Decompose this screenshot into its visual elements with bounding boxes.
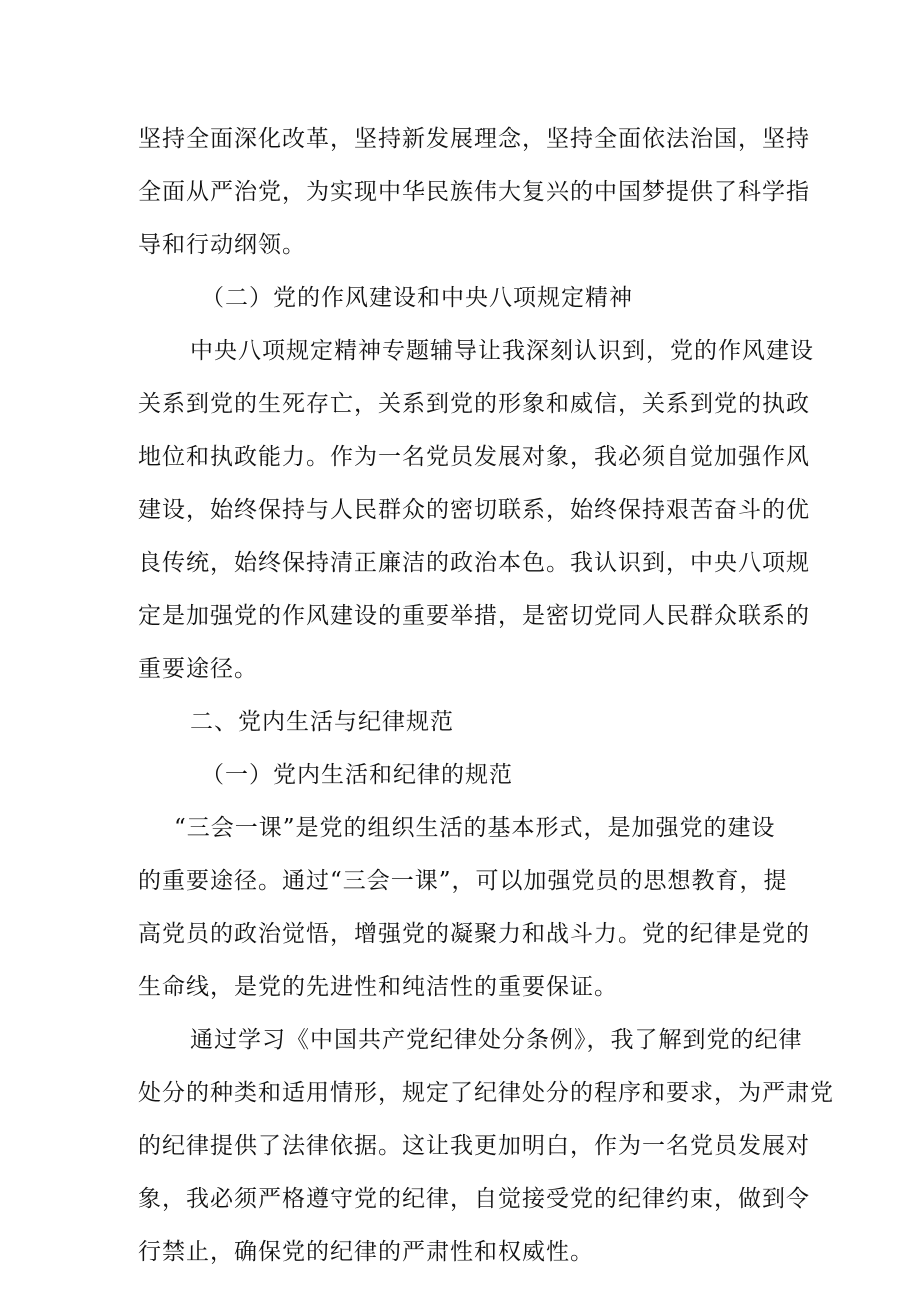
text-line: 的纪律提供了法律依据。这让我更加明白，作为一名党员发展对 [138, 1133, 810, 1159]
text-line: 建设，始终保持与人民群众的密切联系，始终保持艰苦奋斗的优 [138, 497, 810, 523]
section-subheading: （二）党的作风建设和中央八项规定精神 [201, 285, 633, 311]
text-line: 高党员的政治觉悟，增强党的凝聚力和战斗力。党的纪律是党的 [138, 921, 810, 947]
text-line: “三会一课”是党的组织生活的基本形式，是加强党的建设 [174, 815, 776, 841]
text-line: 象，我必须严格遵守党的纪律，自觉接受党的纪律约束，做到令 [138, 1186, 810, 1212]
text-line: 生命线，是党的先进性和纯洁性的重要保证。 [138, 974, 618, 1000]
section-heading: 二、党内生活与纪律规范 [190, 709, 454, 735]
text-line: 地位和执政能力。作为一名党员发展对象，我必须自觉加强作风 [138, 444, 810, 470]
text-line: 通过学习《中国共产党纪律处分条例》，我了解到党的纪律 [190, 1027, 803, 1053]
text-line: 良传统，始终保持清正廉洁的政治本色。我认识到，中央八项规 [138, 550, 810, 576]
text-line: 处分的种类和适用情形，规定了纪律处分的程序和要求，为严肃党 [138, 1080, 834, 1106]
text-line: 全面从严治党，为实现中华民族伟大复兴的中国梦提供了科学指 [138, 179, 810, 205]
text-line: 坚持全面深化改革，坚持新发展理念，坚持全面依法治国，坚持 [138, 126, 810, 152]
text-line: 的重要途径。通过“三会一课”，可以加强党员的思想教育，提 [138, 868, 788, 894]
text-line: 重要途径。 [138, 656, 258, 682]
text-line: 中央八项规定精神专题辅导让我深刻认识到，党的作风建设 [190, 338, 814, 364]
text-line: 定是加强党的作风建设的重要举措，是密切党同人民群众联系的 [138, 603, 810, 629]
text-line: 导和行动纲领。 [138, 232, 306, 258]
text-line: 关系到党的生死存亡，关系到党的形象和威信，关系到党的执政 [138, 391, 810, 417]
text-line: 行禁止，确保党的纪律的严肃性和权威性。 [138, 1239, 594, 1265]
section-subheading: （一）党内生活和纪律的规范 [201, 762, 513, 788]
